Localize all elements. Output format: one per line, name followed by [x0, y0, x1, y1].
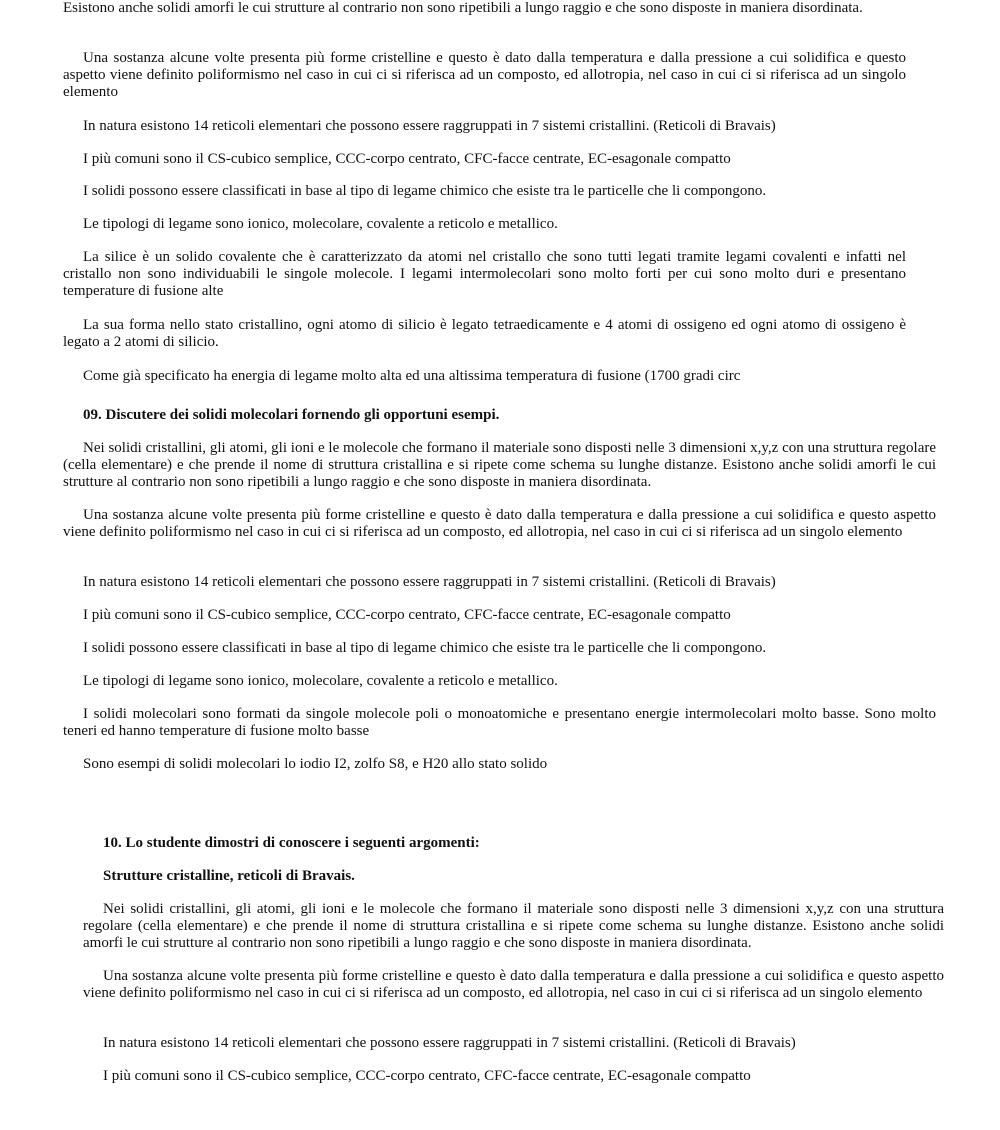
paragraph: Nei solidi cristallini, gli atomi, gli ioni e le molecole che formano il materiale sono disposti nelle 3 dimensioni x,y,z con una struttura regolare (cella elementare) e che prende il nome di struttura cristallina e si ripete come schema su lunghe distanze. Esistono anche solidi amorfi le cui strutture al contrario non sono ripetibili a lungo raggio e che sono disposte in maniera disordinata. — [63, 440, 936, 490]
section-subheading: Strutture cristalline, reticoli di Bravais. — [103, 868, 355, 884]
paragraph: Esistono anche solidi amorfi le cui strutture al contrario non sono ripetibili a lungo raggio e che sono disposte in maniera disordinata. — [63, 0, 863, 16]
paragraph: Come già specificato ha energia di legame molto alta ed una altissima temperatura di fusione (1700 gradi circ — [83, 368, 741, 384]
paragraph: Le tipologi di legame sono ionico, molecolare, covalente a reticolo e metallico. — [83, 673, 558, 689]
paragraph: In natura esistono 14 reticoli elementari che possono essere raggruppati in 7 sistemi cristallini. (Reticoli di Bravais) — [83, 118, 776, 134]
paragraph: In natura esistono 14 reticoli elementari che possono essere raggruppati in 7 sistemi cristallini. (Reticoli di Bravais) — [83, 574, 776, 590]
paragraph: Sono esempi di solidi molecolari lo iodio I2, zolfo S8, e H20 allo stato solido — [83, 756, 548, 772]
paragraph: I più comuni sono il CS-cubico semplice, CCC-corpo centrato, CFC-facce centrate, EC-esagonale compatto — [103, 1068, 751, 1084]
paragraph: I solidi molecolari sono formati da singole molecole poli o monoatomiche e presentano energie intermolecolari molto basse. Sono molto teneri ed hanno temperature di fusione molto basse — [63, 706, 936, 739]
paragraph: I più comuni sono il CS-cubico semplice, CCC-corpo centrato, CFC-facce centrate, EC-esagonale compatto — [83, 607, 731, 623]
section-heading: 10. Lo studente dimostri di conoscere i seguenti argomenti: — [103, 835, 480, 851]
paragraph: La silice è un solido covalente che è caratterizzato da atomi nel cristallo che sono tutti legati tramite legami covalenti e infatti nel cristallo non sono individuabili le singole molecole. I legami intermolecolari sono molto forti per cui sono molto duri e presentano temperature di fusione alte — [63, 249, 906, 299]
paragraph: In natura esistono 14 reticoli elementari che possono essere raggruppati in 7 sistemi cristallini. (Reticoli di Bravais) — [103, 1035, 796, 1051]
paragraph: Una sostanza alcune volte presenta più forme cristelline e questo è dato dalla temperatura e dalla pressione a cui solidifica e questo aspetto viene definito poliformismo nel caso in cui ci si riferisca ad un composto, ed allotropia, nel caso in cui ci si riferisca ad un singolo elemento — [63, 50, 906, 100]
paragraph: I solidi possono essere classificati in base al tipo di legame chimico che esiste tra le particelle che li compongono. — [83, 640, 767, 656]
section-heading: 09. Discutere dei solidi molecolari fornendo gli opportuni esempi. — [83, 407, 500, 423]
paragraph: Nei solidi cristallini, gli atomi, gli ioni e le molecole che formano il materiale sono disposti nelle 3 dimensioni x,y,z con una struttura regolare (cella elementare) e che prende il nome di struttura cristallina e si ripete come schema su lunghe distanze. Esistono anche solidi amorfi le cui strutture al contrario non sono ripetibili a lungo raggio e che sono disposte in maniera disordinata. — [83, 901, 944, 951]
paragraph: Una sostanza alcune volte presenta più forme cristelline e questo è dato dalla temperatura e dalla pressione a cui solidifica e questo aspetto viene definito poliformismo nel caso in cui ci si riferisca ad un composto, ed allotropia, nel caso in cui ci si riferisca ad un singolo elemento — [63, 507, 936, 540]
paragraph: I solidi possono essere classificati in base al tipo di legame chimico che esiste tra le particelle che li compongono. — [83, 183, 767, 199]
paragraph: La sua forma nello stato cristallino, ogni atomo di silicio è legato tetraedicamente e 4 atomi di ossigeno ed ogni atomo di ossigeno è legato a 2 atomi di silicio. — [63, 317, 906, 350]
paragraph: Una sostanza alcune volte presenta più forme cristelline e questo è dato dalla temperatura e dalla pressione a cui solidifica e questo aspetto viene definito poliformismo nel caso in cui ci si riferisca ad un composto, ed allotropia, nel caso in cui ci si riferisca ad un singolo elemento — [83, 968, 944, 1001]
paragraph: I più comuni sono il CS-cubico semplice, CCC-corpo centrato, CFC-facce centrate, EC-esagonale compatto — [83, 151, 731, 167]
paragraph: Le tipologi di legame sono ionico, molecolare, covalente a reticolo e metallico. — [83, 216, 558, 232]
